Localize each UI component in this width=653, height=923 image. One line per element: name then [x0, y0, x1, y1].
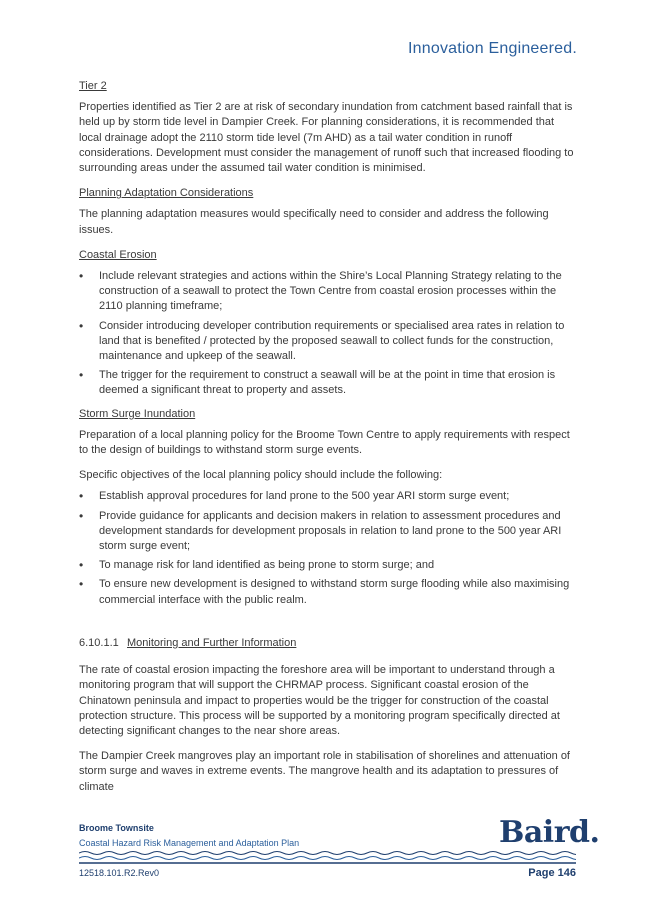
monitoring-paragraph-1: The rate of coastal erosion impacting the foreshore area will be important to understand through a monitoring program that will support the CHRMAP process. Significant coastal erosion of the Chinatown peninsula and impact to properties would be the trigger for construction of the coastal protection structure. This process will be supported by a monitoring program specifically directed at detecting significant changes to the near shore areas.	[79, 664, 560, 737]
list-item: • Establish approval procedures for land prone to the 500 year ARI storm surge event;	[79, 489, 576, 504]
planning-heading: Planning Adaptation Considerations	[79, 187, 254, 200]
footer-document-title: Coastal Hazard Risk Management and Adaptation Plan	[79, 838, 300, 848]
storm-surge-paragraph-1: Preparation of a local planning policy for the Broome Town Centre to apply requirements with respect to the design of buildings to withstand storm surge events.	[79, 428, 570, 457]
planning-paragraph: The planning adaptation measures would specifically need to consider and address the following issues.	[79, 208, 549, 236]
section-number: 6.10.1.1	[79, 636, 119, 649]
storm-surge-paragraph-2: Specific objectives of the local planning policy should include the following:	[79, 469, 443, 482]
list-item: • The trigger for the requirement to construct a seawall will be at the point in time that erosion is deemed a significant threat to property and assets.	[79, 368, 576, 398]
storm-surge-heading: Storm Surge Inundation	[79, 407, 196, 420]
coastal-erosion-list	[79, 269, 576, 399]
tier2-paragraph: Properties identified as Tier 2 are at risk of secondary inundation from catchment based rainfall that is held up by storm tide level in Dampier Creek. For planning considerations, it is recommended that local drainage adopt the 2110 storm tide level (7m AHD) as a tail water condition in runoff considerations. Development must consider the management of runoff such that increased flooding to surrounding areas under the assumed tail water condition is minimised.	[79, 101, 574, 175]
list-item: • Provide guidance for applicants and decision makers in relation to assessment procedures and development standards for development proposals in relation to land prone to the 500 year ARI storm surge event;	[79, 509, 576, 555]
monitoring-paragraph-2: The Dampier Creek mangroves play an important role in stabilisation of shorelines and attenuation of storm surge and waves in extreme events. The mangrove health and its adaptation to pressures of climate	[79, 750, 570, 793]
list-item: • To manage risk for land identified as being prone to storm surge; and	[79, 558, 576, 573]
footer-page-number: Page 146	[528, 867, 576, 879]
footer-wave-divider	[79, 848, 576, 866]
list-item: • Consider introducing developer contribution requirements or specialised area rates in relation to land that is benefited / protected by the proposed seawall to collect funds for the construction, maintenance and upkeep of the seawall.	[79, 319, 576, 365]
monitoring-section-heading	[79, 636, 576, 651]
list-item: • To ensure new development is designed to withstand storm surge flooding while also maximising commercial interface with the public realm.	[79, 577, 576, 607]
list-item: • Include relevant strategies and actions within the Shire’s Local Planning Strategy relating to the construction of a seawall to protect the Town Centre from coastal erosion processes within the 2110 planning timeframe;	[79, 269, 576, 315]
coastal-erosion-heading: Coastal Erosion	[79, 248, 157, 261]
tier2-heading: Tier 2	[79, 80, 107, 92]
footer-document-code: 12518.101.R2.Rev0	[79, 868, 160, 878]
header-tagline: Innovation Engineered.	[408, 40, 577, 57]
baird-logo: Baird.	[499, 815, 600, 850]
document-body	[79, 79, 576, 805]
section-title: Monitoring and Further Information	[127, 636, 297, 649]
storm-surge-list	[79, 489, 576, 607]
footer-project: Broome Townsite	[79, 823, 154, 833]
